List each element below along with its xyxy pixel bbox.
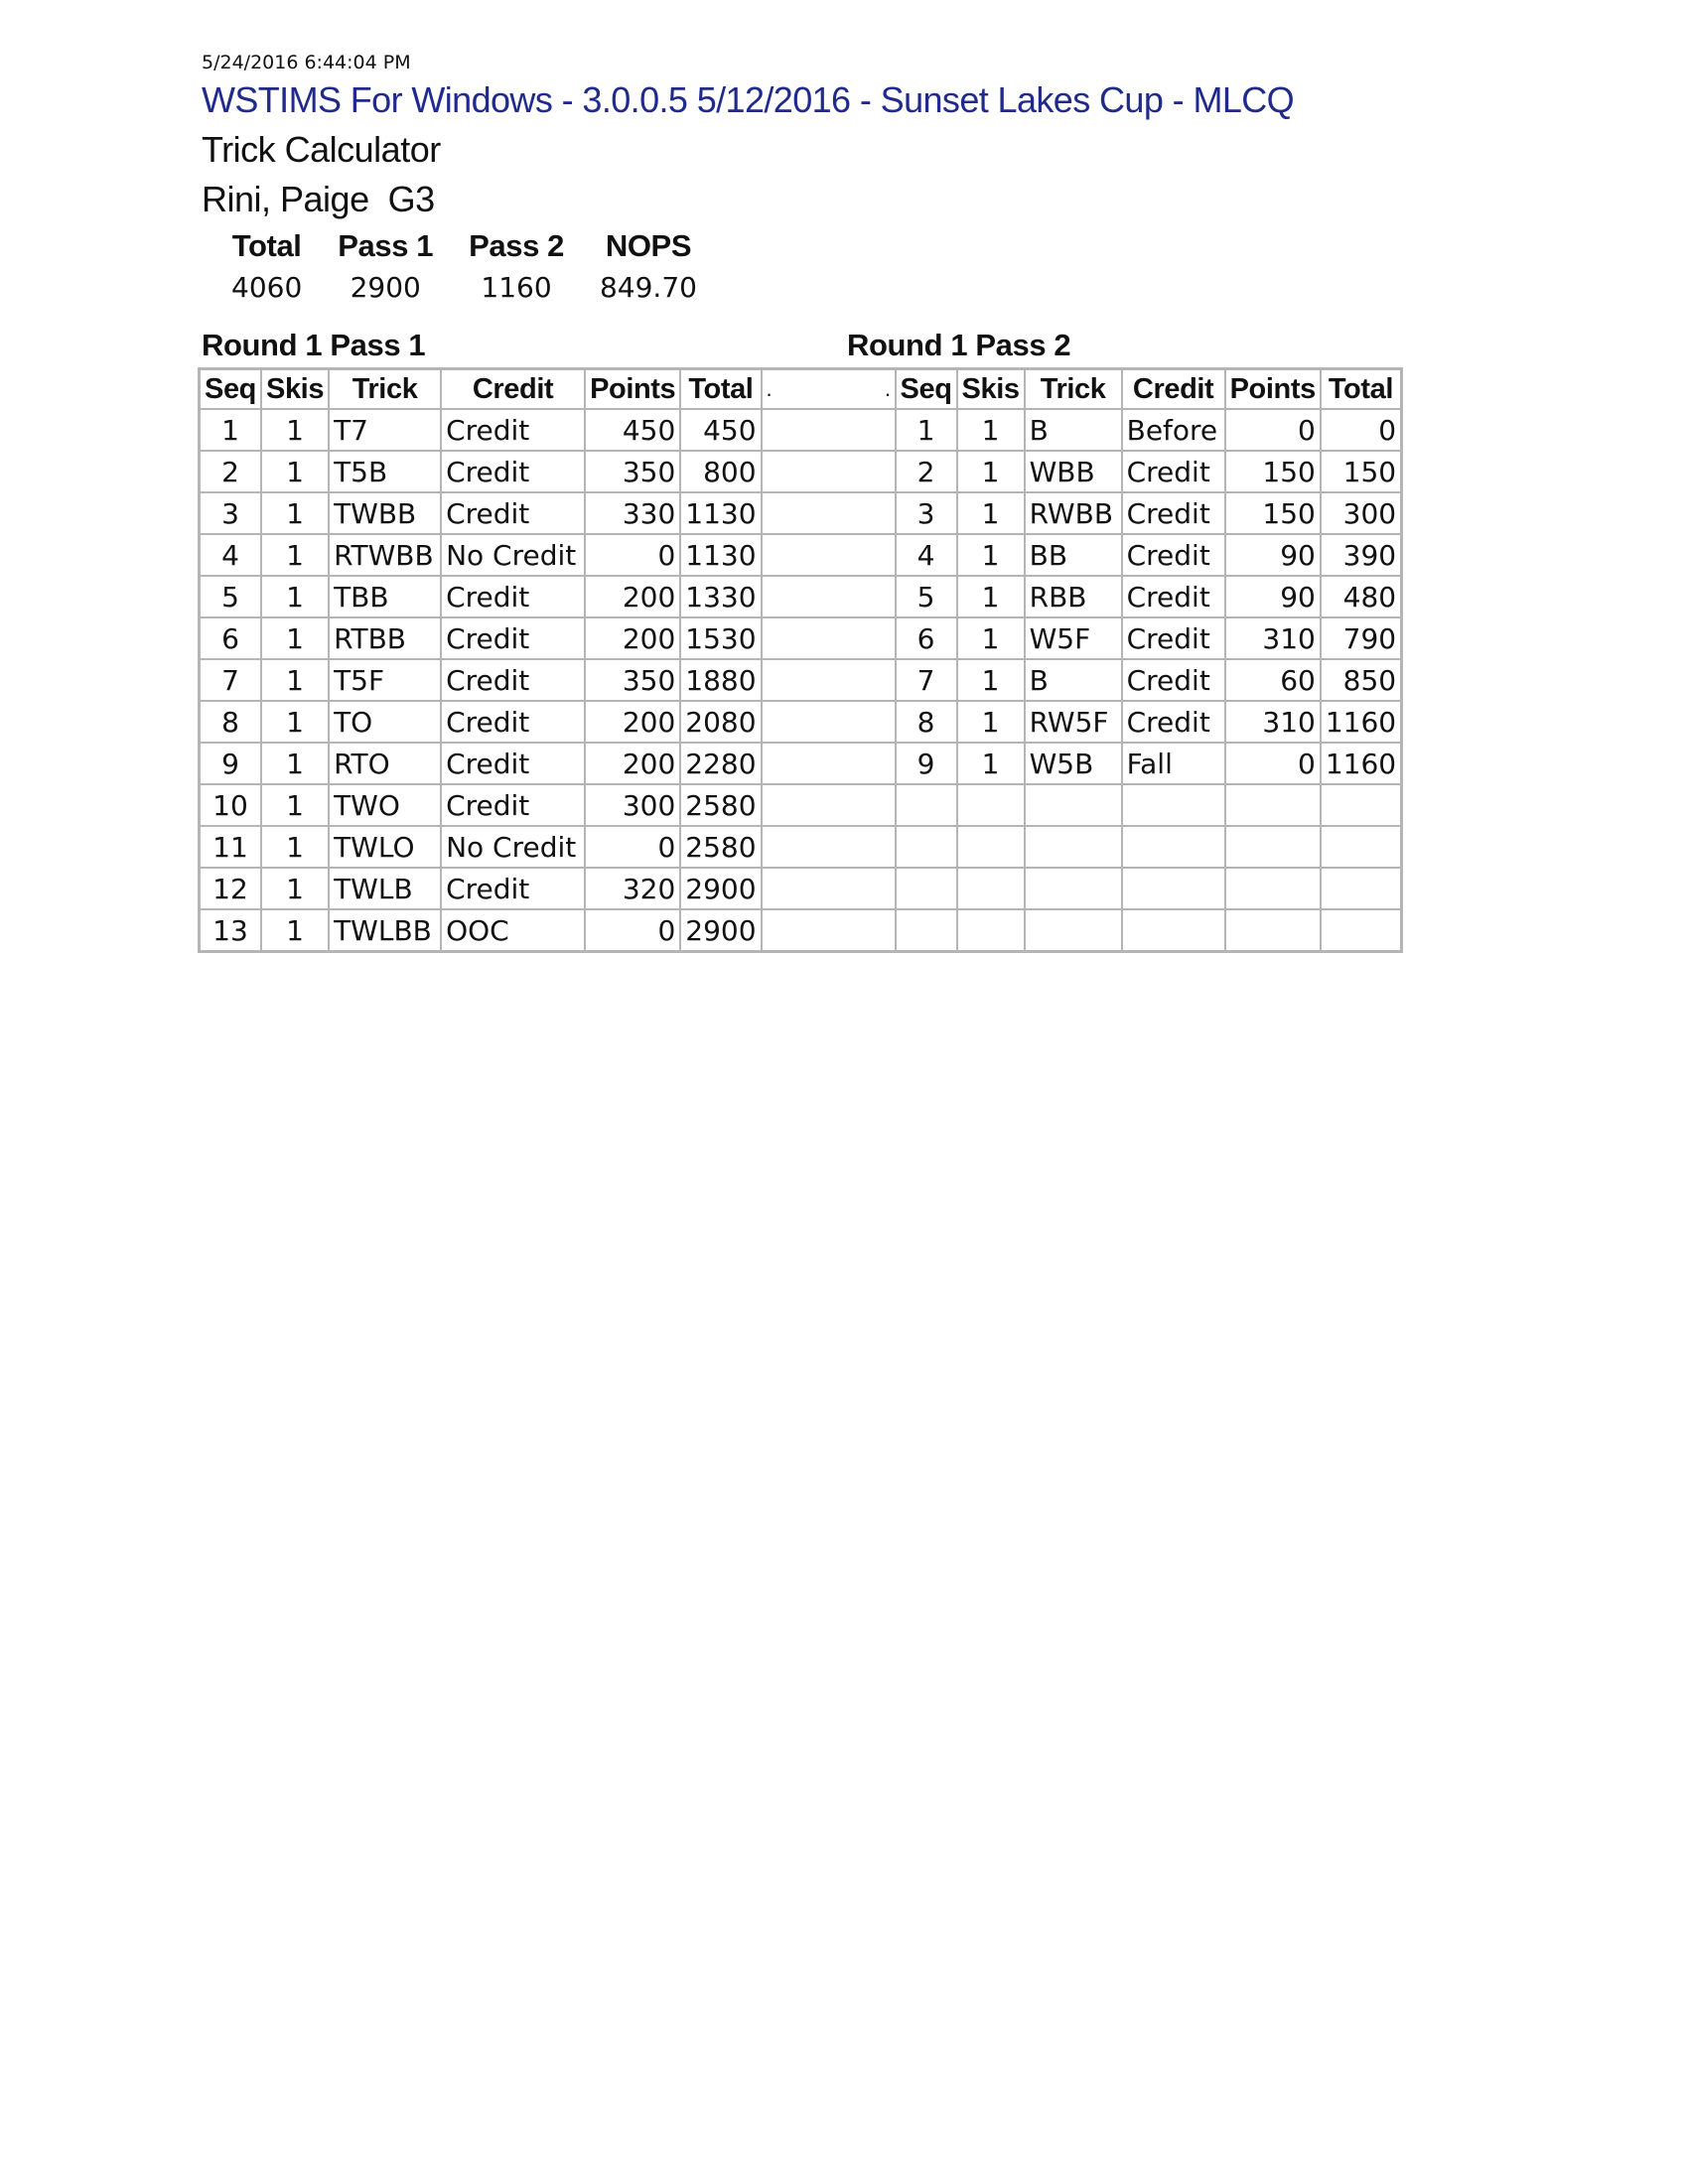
pass1-seq-cell: 4	[200, 534, 262, 576]
pass2-seq-cell: 8	[896, 701, 957, 743]
skier-name: Rini, Paige G3	[202, 179, 435, 219]
summary-header-pass1: Pass 1	[338, 228, 434, 263]
pass1-trick-cell: T5F	[329, 659, 441, 701]
pass2-credit-cell: Credit	[1122, 451, 1225, 492]
pass1-trick-cell: T5B	[329, 451, 441, 492]
pass2-skis-cell	[957, 784, 1025, 826]
pass1-credit-cell: Credit	[441, 451, 585, 492]
col-header-total: Total	[680, 369, 761, 410]
col-header-points: Points	[585, 369, 680, 410]
pass1-credit-cell: Credit	[441, 701, 585, 743]
pass1-seq-cell: 13	[200, 909, 262, 952]
col-header-seq: Seq	[200, 369, 262, 410]
pass1-trick-cell: TWLBB	[329, 909, 441, 952]
pass1-points-cell: 200	[585, 701, 680, 743]
separator-cell	[762, 492, 896, 534]
pass1-total-cell: 1130	[680, 534, 761, 576]
pass1-credit-cell: Credit	[441, 784, 585, 826]
app-title: WSTIMS For Windows - 3.0.0.5 5/12/2016 - Sunset Lakes Cup - MLCQ	[202, 79, 1295, 120]
pass2-points-cell	[1225, 868, 1321, 909]
pass1-seq-cell: 12	[200, 868, 262, 909]
pass2-credit-cell: Before	[1122, 409, 1225, 451]
score-summary	[213, 226, 715, 308]
pass1-trick-cell: TWO	[329, 784, 441, 826]
table-row	[200, 576, 1402, 617]
pass2-seq-cell: 6	[896, 617, 957, 659]
pass2-points-cell: 90	[1225, 534, 1321, 576]
pass1-credit-cell: Credit	[441, 743, 585, 784]
pass2-seq-cell: 4	[896, 534, 957, 576]
summary-header-nops: NOPS	[605, 228, 692, 263]
pass1-credit-cell: No Credit	[441, 826, 585, 868]
pass2-points-cell	[1225, 784, 1321, 826]
separator-cell	[762, 534, 896, 576]
separator-right-mark: .	[884, 376, 891, 401]
pass1-seq-cell: 1	[200, 409, 262, 451]
pass1-points-cell: 300	[585, 784, 680, 826]
pass1-trick-cell: TWBB	[329, 492, 441, 534]
pass1-trick-cell: TWLB	[329, 868, 441, 909]
pass2-skis-cell: 1	[957, 451, 1025, 492]
pass2-seq-cell: 9	[896, 743, 957, 784]
pass2-trick-cell	[1025, 784, 1122, 826]
pass2-total-cell: 300	[1321, 492, 1402, 534]
col-header-credit: Credit	[441, 369, 585, 410]
pass2-trick-cell: WBB	[1025, 451, 1122, 492]
pass1-skis-cell: 1	[261, 743, 329, 784]
pass2-skis-cell	[957, 868, 1025, 909]
pass1-total-cell: 2900	[680, 868, 761, 909]
pass2-trick-cell: RBB	[1025, 576, 1122, 617]
pass2-credit-cell	[1122, 868, 1225, 909]
pass1-trick-cell: RTBB	[329, 617, 441, 659]
pass2-credit-cell: Fall	[1122, 743, 1225, 784]
pass1-total-cell: 1130	[680, 492, 761, 534]
pass1-credit-cell: Credit	[441, 492, 585, 534]
pass2-credit-cell: Credit	[1122, 617, 1225, 659]
pass1-total-cell: 1530	[680, 617, 761, 659]
col-header-seq: Seq	[896, 369, 957, 410]
summary-header-total: Total	[231, 228, 302, 263]
pass2-trick-cell	[1025, 868, 1122, 909]
pass1-skis-cell: 1	[261, 617, 329, 659]
pass1-skis-cell: 1	[261, 409, 329, 451]
col-header-skis: Skis	[957, 369, 1025, 410]
pass2-skis-cell: 1	[957, 743, 1025, 784]
pass2-trick-cell: W5B	[1025, 743, 1122, 784]
pass1-total-cell: 2080	[680, 701, 761, 743]
pass1-skis-cell: 1	[261, 701, 329, 743]
pass2-skis-cell: 1	[957, 534, 1025, 576]
pass1-credit-cell: Credit	[441, 576, 585, 617]
summary-nops: 849.70	[599, 270, 697, 304]
pass2-trick-cell: RWBB	[1025, 492, 1122, 534]
pass1-label: Round 1 Pass 1	[202, 328, 426, 362]
print-timestamp: 5/24/2016 6:44:04 PM	[202, 52, 411, 73]
pass1-skis-cell: 1	[261, 659, 329, 701]
col-header-trick: Trick	[1025, 369, 1122, 410]
pass1-seq-cell: 3	[200, 492, 262, 534]
separator-header	[762, 369, 896, 410]
pass2-points-cell	[1225, 909, 1321, 952]
pass1-credit-cell: OOC	[441, 909, 585, 952]
summary-total: 4060	[231, 270, 303, 304]
pass2-points-cell	[1225, 826, 1321, 868]
separator-cell	[762, 659, 896, 701]
pass2-total-cell: 1160	[1321, 701, 1402, 743]
pass2-total-cell: 850	[1321, 659, 1402, 701]
separator-cell	[762, 743, 896, 784]
separator-cell	[762, 826, 896, 868]
pass1-points-cell: 200	[585, 743, 680, 784]
pass1-skis-cell: 1	[261, 868, 329, 909]
table-row	[200, 701, 1402, 743]
table-row	[200, 826, 1402, 868]
pass1-total-cell: 800	[680, 451, 761, 492]
pass1-points-cell: 350	[585, 451, 680, 492]
pass2-total-cell	[1321, 826, 1402, 868]
separator-cell	[762, 617, 896, 659]
pass2-total-cell: 150	[1321, 451, 1402, 492]
pass1-points-cell: 350	[585, 659, 680, 701]
pass2-points-cell: 90	[1225, 576, 1321, 617]
pass1-seq-cell: 10	[200, 784, 262, 826]
pass2-skis-cell: 1	[957, 492, 1025, 534]
pass1-seq-cell: 2	[200, 451, 262, 492]
separator-cell	[762, 409, 896, 451]
table-row	[200, 659, 1402, 701]
pass2-seq-cell: 5	[896, 576, 957, 617]
table-row	[200, 868, 1402, 909]
pass2-points-cell: 0	[1225, 743, 1321, 784]
report-title: Trick Calculator	[202, 129, 441, 170]
pass1-seq-cell: 6	[200, 617, 262, 659]
pass2-total-cell	[1321, 784, 1402, 826]
pass1-trick-cell: TBB	[329, 576, 441, 617]
table-row	[200, 534, 1402, 576]
pass2-total-cell: 1160	[1321, 743, 1402, 784]
summary-pass2: 1160	[481, 270, 552, 304]
pass2-credit-cell: Credit	[1122, 492, 1225, 534]
pass2-credit-cell: Credit	[1122, 701, 1225, 743]
separator-cell	[762, 909, 896, 952]
pass1-trick-cell: TWLO	[329, 826, 441, 868]
separator-cell	[762, 451, 896, 492]
pass1-credit-cell: No Credit	[441, 534, 585, 576]
col-header-points: Points	[1225, 369, 1321, 410]
col-header-skis: Skis	[261, 369, 329, 410]
pass2-trick-cell: B	[1025, 659, 1122, 701]
pass2-points-cell: 150	[1225, 492, 1321, 534]
pass1-skis-cell: 1	[261, 451, 329, 492]
pass1-credit-cell: Credit	[441, 617, 585, 659]
pass1-trick-cell: T7	[329, 409, 441, 451]
pass2-trick-cell	[1025, 826, 1122, 868]
pass2-seq-cell	[896, 909, 957, 952]
pass1-total-cell: 1330	[680, 576, 761, 617]
pass2-points-cell: 0	[1225, 409, 1321, 451]
pass1-points-cell: 320	[585, 868, 680, 909]
pass1-skis-cell: 1	[261, 909, 329, 952]
pass2-total-cell	[1321, 909, 1402, 952]
pass2-points-cell: 150	[1225, 451, 1321, 492]
pass1-points-cell: 200	[585, 617, 680, 659]
pass1-trick-cell: RTO	[329, 743, 441, 784]
pass1-points-cell: 450	[585, 409, 680, 451]
pass1-seq-cell: 7	[200, 659, 262, 701]
table-row	[200, 743, 1402, 784]
table-row	[200, 784, 1402, 826]
pass2-seq-cell: 1	[896, 409, 957, 451]
pass1-points-cell: 0	[585, 826, 680, 868]
pass1-skis-cell: 1	[261, 576, 329, 617]
pass2-points-cell: 310	[1225, 701, 1321, 743]
summary-header-pass2: Pass 2	[469, 228, 564, 263]
pass1-skis-cell: 1	[261, 534, 329, 576]
pass2-credit-cell: Credit	[1122, 576, 1225, 617]
separator-left-mark: .	[766, 376, 773, 401]
pass2-credit-cell	[1122, 784, 1225, 826]
table-row	[200, 909, 1402, 952]
pass2-skis-cell: 1	[957, 409, 1025, 451]
separator-cell	[762, 701, 896, 743]
pass2-label: Round 1 Pass 2	[847, 328, 1071, 362]
pass1-credit-cell: Credit	[441, 868, 585, 909]
pass2-credit-cell	[1122, 826, 1225, 868]
pass1-total-cell: 2900	[680, 909, 761, 952]
pass2-total-cell: 0	[1321, 409, 1402, 451]
pass2-total-cell: 480	[1321, 576, 1402, 617]
pass1-seq-cell: 5	[200, 576, 262, 617]
pass2-skis-cell: 1	[957, 617, 1025, 659]
pass2-credit-cell: Credit	[1122, 534, 1225, 576]
trick-table	[198, 367, 1403, 953]
pass2-trick-cell: B	[1025, 409, 1122, 451]
col-header-trick: Trick	[329, 369, 441, 410]
pass1-credit-cell: Credit	[441, 659, 585, 701]
table-row	[200, 409, 1402, 451]
separator-cell	[762, 576, 896, 617]
pass2-credit-cell	[1122, 909, 1225, 952]
table-row	[200, 617, 1402, 659]
pass1-total-cell: 1880	[680, 659, 761, 701]
separator-cell	[762, 868, 896, 909]
pass1-seq-cell: 9	[200, 743, 262, 784]
pass2-trick-cell	[1025, 909, 1122, 952]
col-header-total: Total	[1321, 369, 1402, 410]
pass2-seq-cell	[896, 826, 957, 868]
pass2-seq-cell	[896, 784, 957, 826]
pass2-skis-cell	[957, 909, 1025, 952]
pass2-total-cell: 790	[1321, 617, 1402, 659]
pass2-total-cell: 390	[1321, 534, 1402, 576]
pass2-credit-cell: Credit	[1122, 659, 1225, 701]
pass2-skis-cell: 1	[957, 701, 1025, 743]
trick-table-header	[200, 369, 1402, 410]
pass1-seq-cell: 8	[200, 701, 262, 743]
pass2-trick-cell: BB	[1025, 534, 1122, 576]
pass1-trick-cell: TO	[329, 701, 441, 743]
col-header-credit: Credit	[1122, 369, 1225, 410]
pass2-points-cell: 60	[1225, 659, 1321, 701]
pass1-credit-cell: Credit	[441, 409, 585, 451]
pass1-skis-cell: 1	[261, 492, 329, 534]
pass1-points-cell: 200	[585, 576, 680, 617]
pass2-seq-cell	[896, 868, 957, 909]
pass2-skis-cell: 1	[957, 659, 1025, 701]
pass2-trick-cell: W5F	[1025, 617, 1122, 659]
pass1-points-cell: 0	[585, 909, 680, 952]
pass1-total-cell: 2580	[680, 826, 761, 868]
table-row	[200, 492, 1402, 534]
pass2-seq-cell: 3	[896, 492, 957, 534]
pass1-points-cell: 330	[585, 492, 680, 534]
pass2-skis-cell: 1	[957, 576, 1025, 617]
pass2-total-cell	[1321, 868, 1402, 909]
pass2-trick-cell: RW5F	[1025, 701, 1122, 743]
pass2-seq-cell: 2	[896, 451, 957, 492]
pass1-total-cell: 450	[680, 409, 761, 451]
pass1-seq-cell: 11	[200, 826, 262, 868]
pass2-seq-cell: 7	[896, 659, 957, 701]
summary-pass1: 2900	[350, 270, 421, 304]
pass1-skis-cell: 1	[261, 826, 329, 868]
pass1-skis-cell: 1	[261, 784, 329, 826]
pass1-total-cell: 2580	[680, 784, 761, 826]
pass2-points-cell: 310	[1225, 617, 1321, 659]
pass1-trick-cell: RTWBB	[329, 534, 441, 576]
separator-cell	[762, 784, 896, 826]
pass2-skis-cell	[957, 826, 1025, 868]
pass1-points-cell: 0	[585, 534, 680, 576]
table-row	[200, 451, 1402, 492]
pass1-total-cell: 2280	[680, 743, 761, 784]
